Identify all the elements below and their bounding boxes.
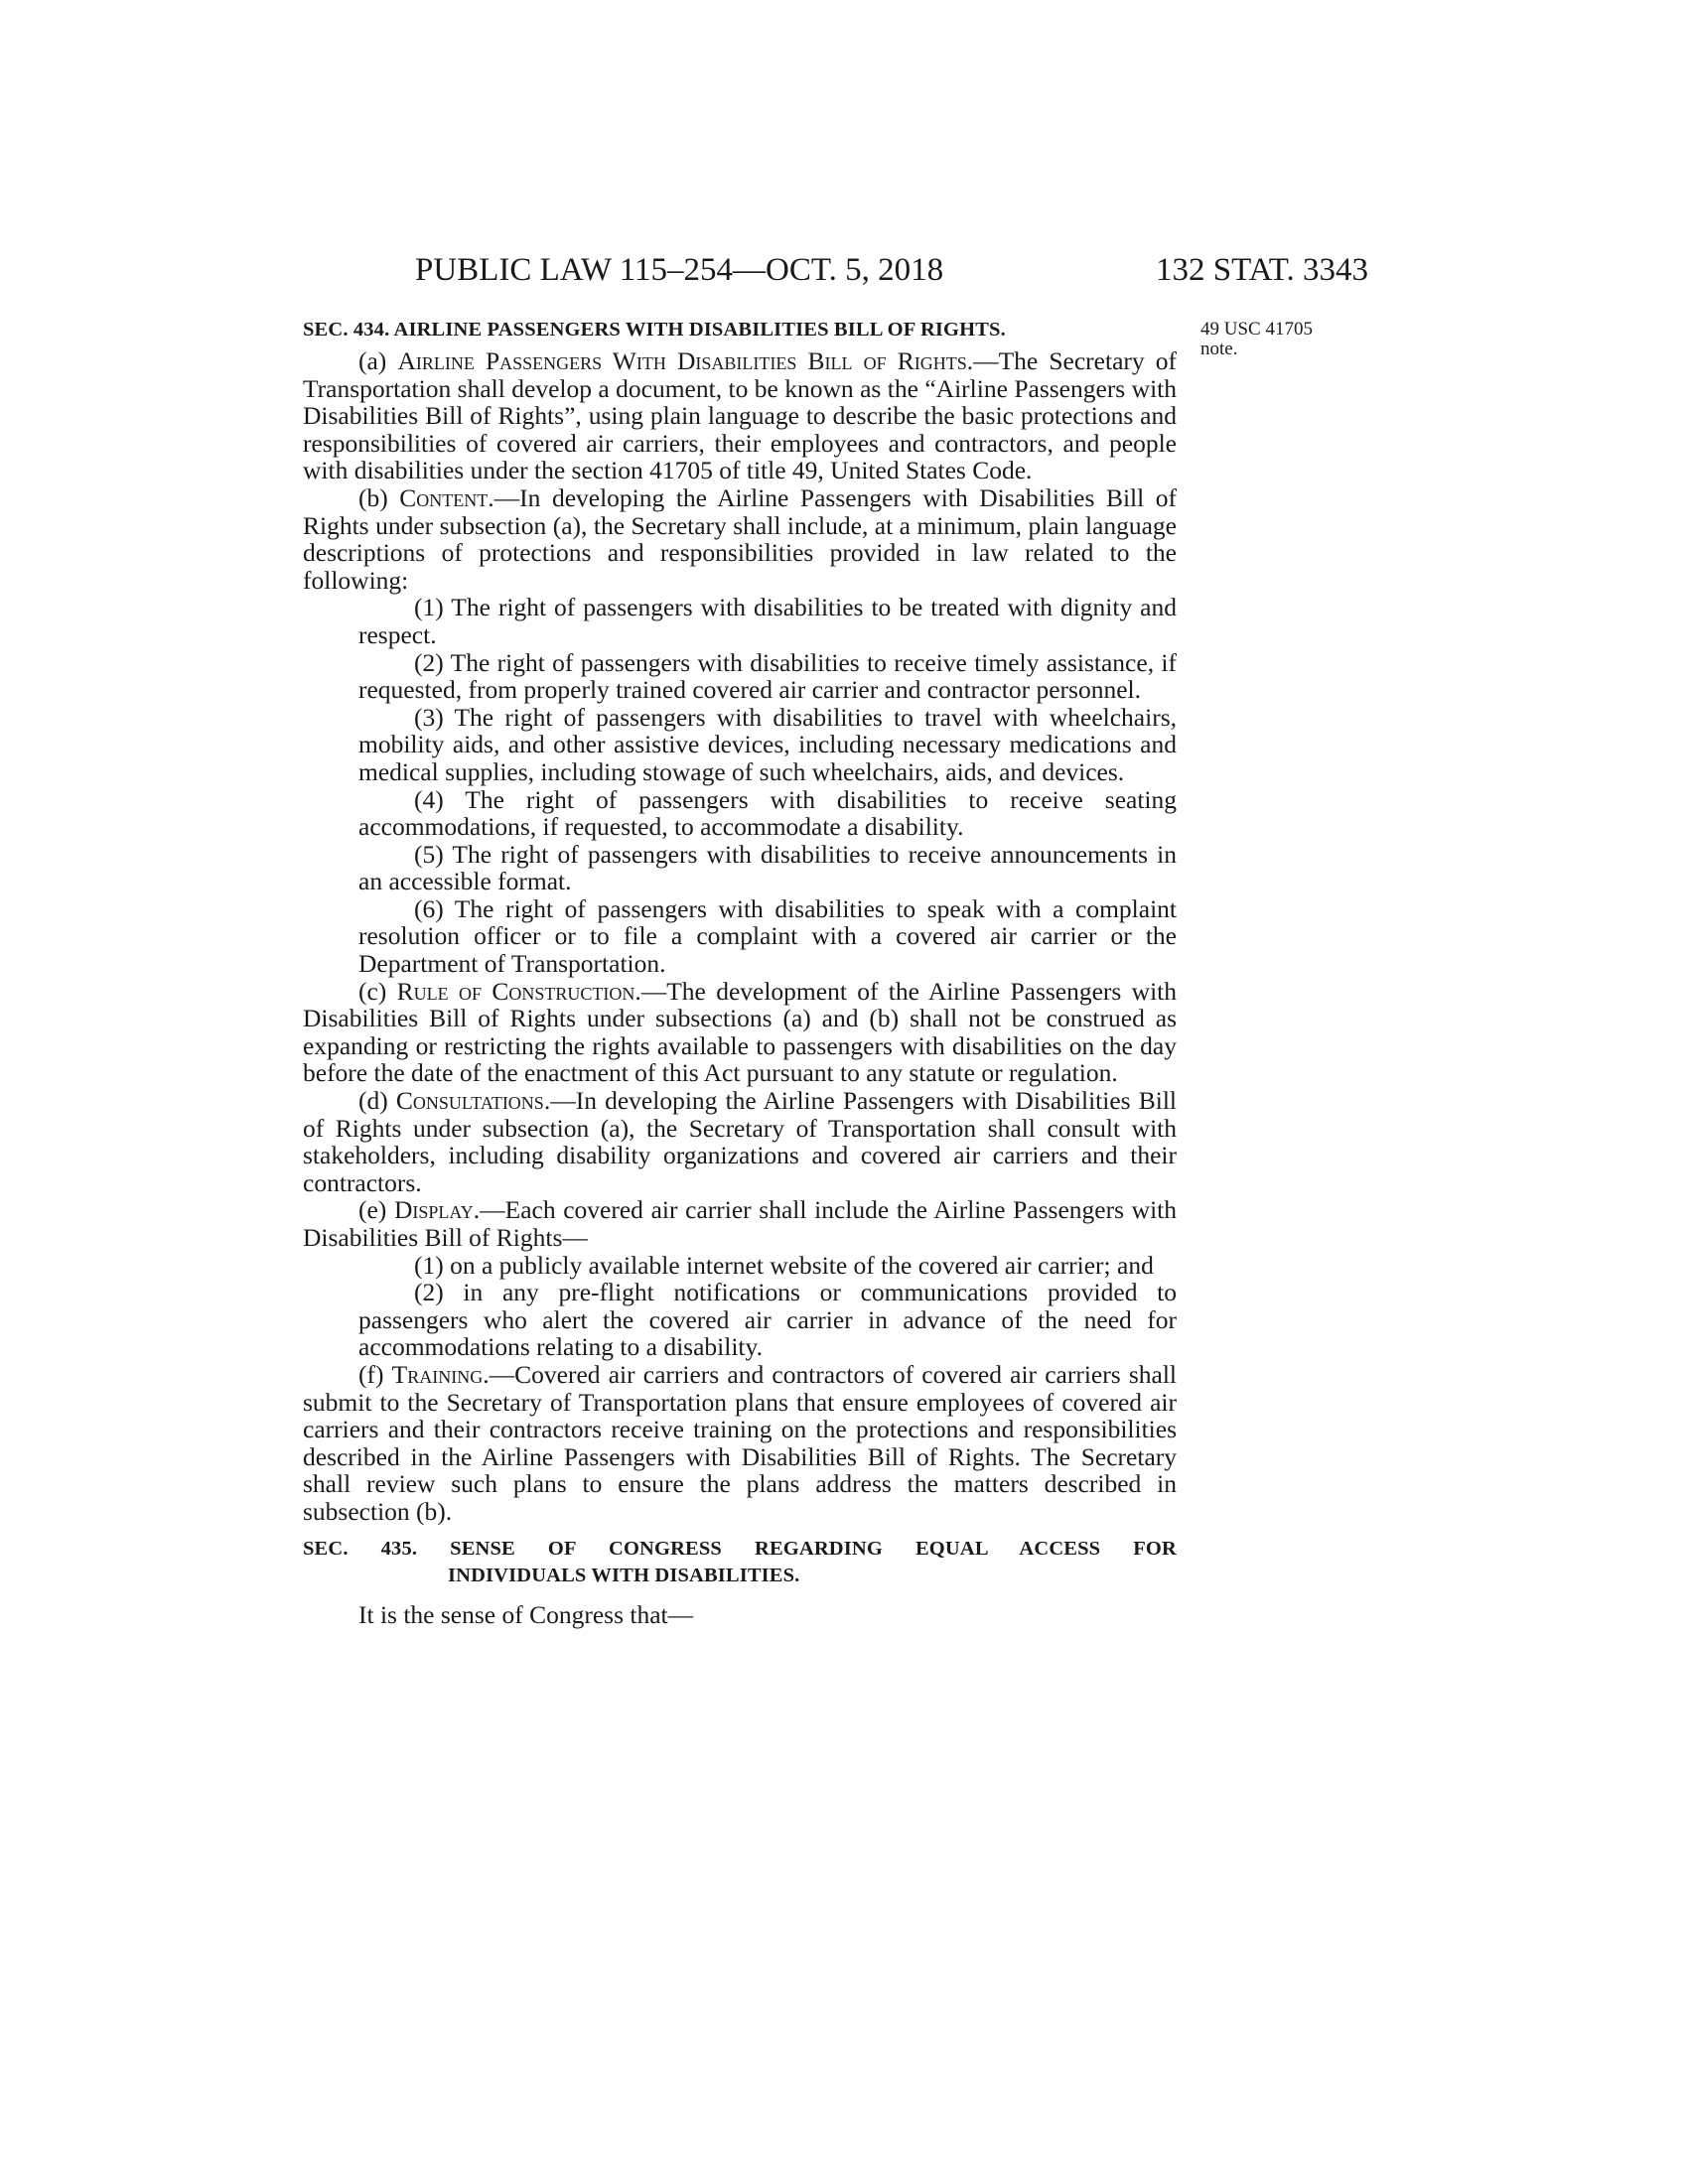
margin-note-suffix: note. [1200,339,1238,359]
paragraph-b-6: (6) The right of passengers with disabilities to speak with a complaint resolution officer or to file a complaint with a covered air carrier or the Department of Transportation. [358,893,1177,979]
section-435-intro: It is the sense of Congress that— [358,1599,694,1629]
running-header-title: PUBLIC LAW 115–254—OCT. 5, 2018 [415,252,944,288]
subsection-e: (e) Display.—Each covered air carrier shall include the Airline Passengers with Disabilities Bill of Rights— [303,1195,1177,1252]
section-434-heading: SEC. 434. AIRLINE PASSENGERS WITH DISABILITIES BILL OF RIGHTS. [303,319,1006,341]
subsection-e-text: Each covered air carrier shall include the Airline Passengers with Disabilities Bill of Rights— [303,1195,1177,1252]
margin-note-citation: 49 USC 41705 [1200,319,1313,340]
subsection-d-text: In developing the Airline Passengers with Disabilities Bill of Rights under subsection (a), the Secretary of Transportation shall consult with stakeholders, including disability organizations and covered air carriers and their contractors. [303,1086,1177,1197]
subsection-f-title: Training [391,1359,484,1389]
subsection-e-marker: (e) [358,1195,387,1225]
subsection-b-title: Content [399,482,489,512]
section-435-heading [303,1536,1177,1589]
subsection-b-text: In developing the Airline Passengers with Disabilities Bill of Rights under subsection (a), the Secretary shall include, at a minimum, plain language descriptions of protections and responsibilities provided in law related to the following: [303,482,1178,595]
subsection-d-title: Consultations [395,1086,544,1116]
subsection-d-marker: (d) [358,1086,388,1116]
document-body [303,317,1177,1628]
subsection-a-title: Airline Passengers With Disabilities Bill of Rights [397,346,967,375]
paragraph-b-3: (3) The right of passengers with disabilities to travel with wheelchairs, mobility aids, and other assistive devices, including necessary medications and medical supplies, including stowage of such wheelchairs, aids, and devices. [358,702,1177,786]
subsection-b-marker: (b) [358,482,388,512]
section-435-heading-line2: INDIVIDUALS WITH DISABILITIES. [448,1564,800,1586]
paragraph-b-4: (4) The right of passengers with disabilities to receive seating accommodations, if requested, to accommodate a disability. [358,784,1177,842]
paragraph-e-2: (2) in any pre-flight notifications or communications provided to passengers who alert the covered air carrier in advance of the need for accommodations relating to a disability. [358,1278,1177,1362]
subsection-a: (a) Airline Passengers With Disabilities Bill of Rights.—The Secretary of Transportation shall develop a document, to be known as the “Airline Passengers with Disabilities Bill of Rights”, using plain language to describe the basic protections and responsibilities of covered air carriers, their employees and contractors, and people with disabilities under the section 41705 of title 49, United States Code. [303,346,1177,485]
subsection-f-marker: (f) [358,1359,384,1389]
running-header-stat-page: 132 STAT. 3343 [1156,252,1369,288]
subsection-c-marker: (c) [358,976,387,1006]
subsection-f-text: Covered air carriers and contractors of covered air carriers shall submit to the Secretary of Transportation plans that ensure employees of covered air carriers and their contractors receive training on the protections and responsibilities described in the Airline Passengers with Disabilities Bill of Rights. The Secretary shall review such plans to ensure the plans address the matters described in subsection (b). [303,1359,1178,1526]
paragraph-b-1: (1) The right of passengers with disabilities to be treated with dignity and respect. [358,593,1177,649]
subsection-c-title: Rule of Construction [396,976,635,1006]
subsection-a-text: The Secretary of Transportation shall develop a document, to be known as the “Airline Passengers with Disabilities Bill of Rights”, using plain language to describe the basic protections and responsibilities of covered air carriers, their employees and contractors, and people with disabilities under the section 41705 of title 49, United States Code. [303,346,1177,485]
section-435-heading-line1: SEC. 435. SENSE OF CONGRESS REGARDING EQUAL ACCESS FOR [303,1537,1177,1560]
subsection-c-text: The development of the Airline Passengers with Disabilities Bill of Rights under subsections (a) and (b) shall not be construed as expanding or restricting the rights available to passengers with disabilities on the day before the date of the enactment of this Act pursuant to any statute or regulation. [303,976,1178,1088]
subsection-e-title: Display [393,1195,474,1225]
subsection-c: (c) Rule of Construction.—The development of the Airline Passengers with Disabilities Bill of Rights under subsections (a) and (b) shall not be construed as expanding or restricting the rights available to passengers with disabilities on the day before the date of the enactment of this Act pursuant to any statute or regulation. [303,976,1178,1088]
subsection-a-marker: (a) [358,346,387,375]
subsection-f: (f) Training.—Covered air carriers and contractors of covered air carriers shall submit to the Secretary of Transportation plans that ensure employees of covered air carriers and their contractors receive training on the protections and responsibilities described in the Airline Passengers with Disabilities Bill of Rights. The Secretary shall review such plans to ensure the plans address the matters described in subsection (b). [303,1359,1178,1526]
paragraph-b-2: (2) The right of passengers with disabilities to receive timely assistance, if requested, from properly trained covered air carrier and contractor personnel. [358,647,1177,705]
subsection-d: (d) Consultations.—In developing the Airline Passengers with Disabilities Bill of Rights under subsection (a), the Secretary of Transportation shall consult with stakeholders, including disability organizations and covered air carriers and their contractors. [303,1086,1177,1197]
margin-note [1200,320,1339,359]
paragraph-e-1: (1) on a publicly available internet website of the covered air carrier; and [414,1250,1154,1280]
paragraph-b-5: (5) The right of passengers with disabilities to receive announcements in an accessible format. [358,839,1177,896]
subsection-b: (b) Content.—In developing the Airline Passengers with Disabilities Bill of Rights under subsection (a), the Secretary shall include, at a minimum, plain language descriptions of protections and responsibilities provided in law related to the following: [303,482,1178,595]
